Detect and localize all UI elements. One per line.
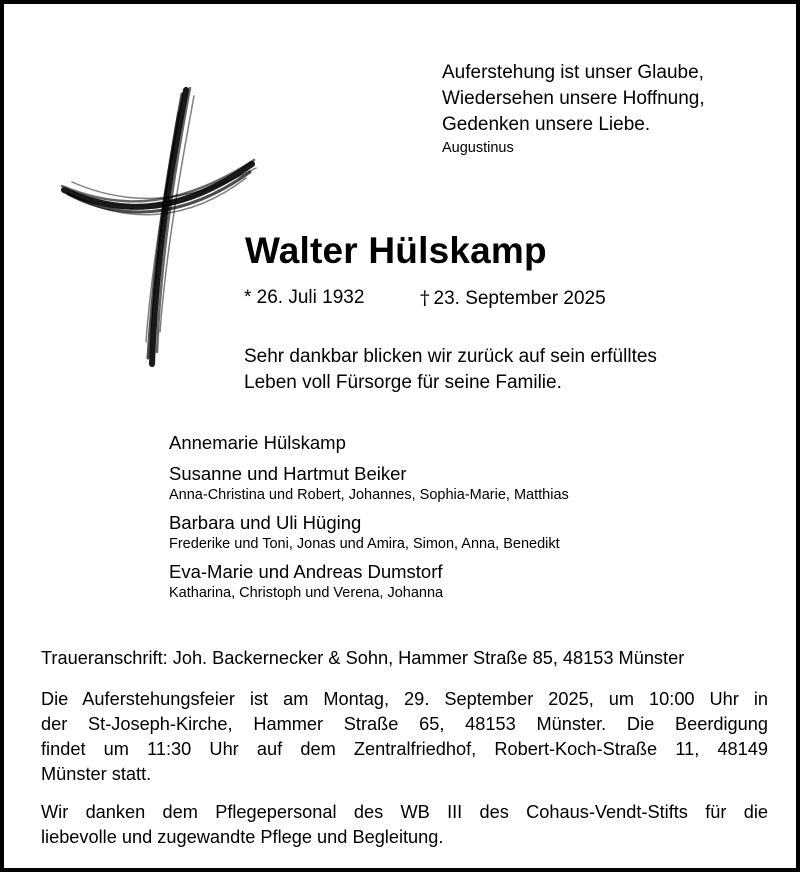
tribute-line: Leben voll Fürsorge für seine Familie. [244,372,562,393]
death-date-line [420,287,606,310]
ceremony-line: Münster statt. [41,764,152,784]
quote-line: Auferstehung ist unser Glaube, [442,62,704,83]
quote-line: Wiedersehen unsere Hoffnung, [442,88,705,109]
quote-author: Augustinus [442,140,514,156]
mourners-list [169,431,569,609]
tribute-line: Sehr dankbar blicken wir zurück auf sein erfülltes [244,346,657,367]
birth-date: * 26. Juli 1932 [244,287,365,308]
memorial-quote [442,60,705,157]
quote-line: Gedenken unsere Liebe. [442,114,651,135]
family-parents: Eva-Marie und Andreas Dumstorf [169,561,443,582]
family-children: Katharina, Christoph und Verena, Johanna [169,585,444,601]
spouse-name: Annemarie Hülskamp [169,432,346,453]
thanks-line: liebevolle und zugewandte Pflege und Begleitung. [41,827,444,847]
cross-icon [56,82,262,372]
tribute-text [244,344,657,396]
thanks-line: Wir danken dem Pflegepersonal des WB III des Cohaus-Vendt-Stifts für die [41,802,768,822]
family-children: Frederike und Toni, Jonas und Amira, Simon, Anna, Benedikt [169,536,560,552]
mourning-address: Traueranschrift: Joh. Backernecker & Sohn, Hammer Straße 85, 48153 Münster [41,648,685,668]
death-date: 23. September 2025 [433,288,606,309]
family-children: Anna-Christina und Robert, Johannes, Sophia-Marie, Matthias [169,487,569,503]
ceremony-line: findet um 11:30 Uhr auf dem Zentralfriedhof, Robert-Koch-Straße 11, 48149 [41,739,768,759]
family-parents: Barbara und Uli Hüging [169,512,362,533]
family-parents: Susanne und Hartmut Beiker [169,463,407,484]
ceremony-line: Die Auferstehungsfeier ist am Montag, 29. September 2025, um 10:00 Uhr in [41,689,768,709]
thanks-notice [41,800,768,850]
ceremony-line: der St-Joseph-Kirche, Hammer Straße 65, 48153 Münster. Die Beerdigung [41,714,768,734]
deceased-name: Walter Hülskamp [245,230,547,271]
ceremony-notice [41,687,768,787]
dagger-icon: † [420,287,430,309]
